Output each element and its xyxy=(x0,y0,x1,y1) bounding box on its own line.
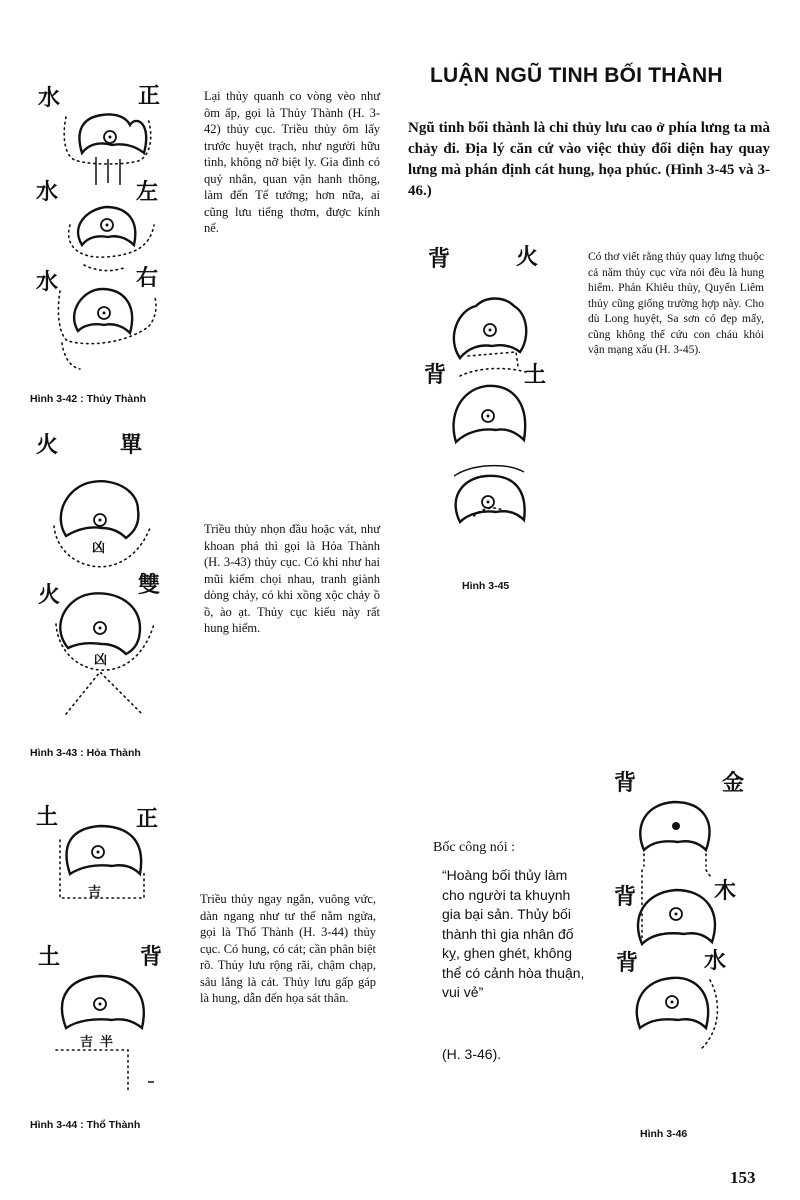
glyph-bei-h344: 背 xyxy=(140,945,163,970)
figure-3-44-drawing xyxy=(30,800,200,1100)
glyph-huo-3: 火 xyxy=(516,245,539,270)
intro-paragraph: Ngũ tinh bối thành là chỉ thủy lưu cao ở phía lưng ta mà chảy đi. Địa lý căn cứ vào việc thủy đối diện hay quay lưng mà phán định cát hung, họa phúc. (Hình 3-45 và 3-46.) xyxy=(408,120,770,199)
figure-3-42-text: Lại thủy quanh co vòng vèo như ôm ấp, gọi là Thủy Thành (H. 3-42) thủy cục. Triều thủy ôm lấy trước huyệt trạch, như người hữu tình, không nỡ biệt ly. Gia đình có quý nhân, quan vận hanh thông, làm đến Tể tướng; hơn nữa, ai cũng lưu tiếng thơm, được kính nể. xyxy=(204,89,380,235)
glyph-bei-2: 背 xyxy=(424,363,447,388)
glyph-tu-1: 土 xyxy=(36,805,59,830)
glyph-xiong-2: 凶 xyxy=(94,653,108,668)
glyph-zheng-2: 正 xyxy=(136,807,159,832)
figure-3-46-drawing xyxy=(600,766,780,1076)
glyph-zuo: 左 xyxy=(136,180,159,205)
glyph-dan: 單 xyxy=(120,433,143,458)
glyph-ban: 半 xyxy=(100,1035,114,1050)
glyph-mu: 木 xyxy=(714,879,737,904)
figure-3-42-drawing xyxy=(30,75,200,395)
glyph-bei-1: 背 xyxy=(428,247,451,272)
glyph-ji-1: 吉 xyxy=(88,885,102,900)
figure-3-45-caption: Hình 3-45 xyxy=(462,580,510,592)
glyph-jin: 金 xyxy=(722,771,745,796)
glyph-shui-3: 水 xyxy=(36,270,59,295)
figure-3-44-text: Triều thủy ngay ngắn, vuông vức, dàn ngang như tư thế nằm ngửa, gọi là Thổ Thành (H. 3-44) thủy cục. Có hung, có cát; cần phân biệt rõ. Thủy lưu rộng rãi, chậm chạp, sâu lắng là cát. Thủy lưu gấp gáp là hung, dẫn đến họa sát thân. xyxy=(200,892,376,1005)
glyph-xiong-1: 凶 xyxy=(92,541,106,556)
figure-3-45-text: Có thơ viết rằng thủy quay lưng thuộc cả năm thủy cục vừa nói đều là hung hiểm. Phản Khiêu thủy, Quyển Liêm thủy cũng giống trường hợp này. Cho dù Long huyệt, Sa sơn có đẹp mấy, cũng không thể cứu con cháu khỏi vận mạng xấu (H. 3-45). xyxy=(588,251,764,356)
glyph-zheng: 正 xyxy=(138,84,161,109)
glyph-ji-2: 吉 xyxy=(80,1035,94,1050)
figure-3-43-drawing xyxy=(30,428,200,728)
glyph-shui-1: 水 xyxy=(38,86,61,111)
figure-3-43-caption: Hình 3-43 : Hỏa Thành xyxy=(30,747,141,759)
figure-3-43-text: Triều thủy nhọn đầu hoặc vát, như khoan phá thì gọi là Hỏa Thành (H. 3-43) thủy cục. Có khi như hai mũi kiếm chọi nhau, tranh giành dòng chảy, có khi xồng xộc chảy ồ ồ, ào ạt. Thủy cục kiểu này rất hung hiểm. xyxy=(204,522,380,635)
glyph-tu-3: 土 xyxy=(524,363,547,388)
glyph-bei-3: 背 xyxy=(614,771,637,796)
glyph-huo-1: 火 xyxy=(36,433,59,458)
figure-3-46-ref: (H. 3-46). xyxy=(442,1046,502,1062)
glyph-tu-2: 土 xyxy=(38,945,61,970)
glyph-you: 右 xyxy=(136,266,159,291)
figure-3-46-speaker: Bốc công nói : xyxy=(433,840,516,855)
figure-3-46-quote: “Hoàng bối thủy làm cho người ta khuynh gia bại sản. Thủy bối thành thì gia nhân đố kỵ, ghen ghét, không thể có cảnh hòa thuận, vui vẻ” xyxy=(442,867,585,1000)
figure-3-46-caption: Hình 3-46 xyxy=(640,1128,688,1140)
glyph-bei-5: 背 xyxy=(616,951,639,976)
figure-3-42 xyxy=(30,75,200,395)
glyph-huo-2: 火 xyxy=(38,583,61,608)
figure-3-44 xyxy=(30,800,200,1100)
glyph-bei-4: 背 xyxy=(614,885,637,910)
figure-3-46 xyxy=(600,766,780,1076)
figure-3-42-caption: Hình 3-42 : Thủy Thành xyxy=(30,393,147,405)
figure-3-43 xyxy=(30,428,200,728)
figure-3-45 xyxy=(420,240,580,570)
figure-3-45-drawing xyxy=(420,240,580,570)
page-number: 153 xyxy=(730,1168,756,1187)
figure-3-44-caption: Hình 3-44 : Thổ Thành xyxy=(30,1119,141,1131)
glyph-shuang: 雙 xyxy=(138,573,161,598)
page-title: LUẬN NGŨ TINH BỐI THÀNH xyxy=(430,64,723,87)
glyph-shui-4: 水 xyxy=(704,949,727,974)
glyph-shui-2: 水 xyxy=(36,180,59,205)
